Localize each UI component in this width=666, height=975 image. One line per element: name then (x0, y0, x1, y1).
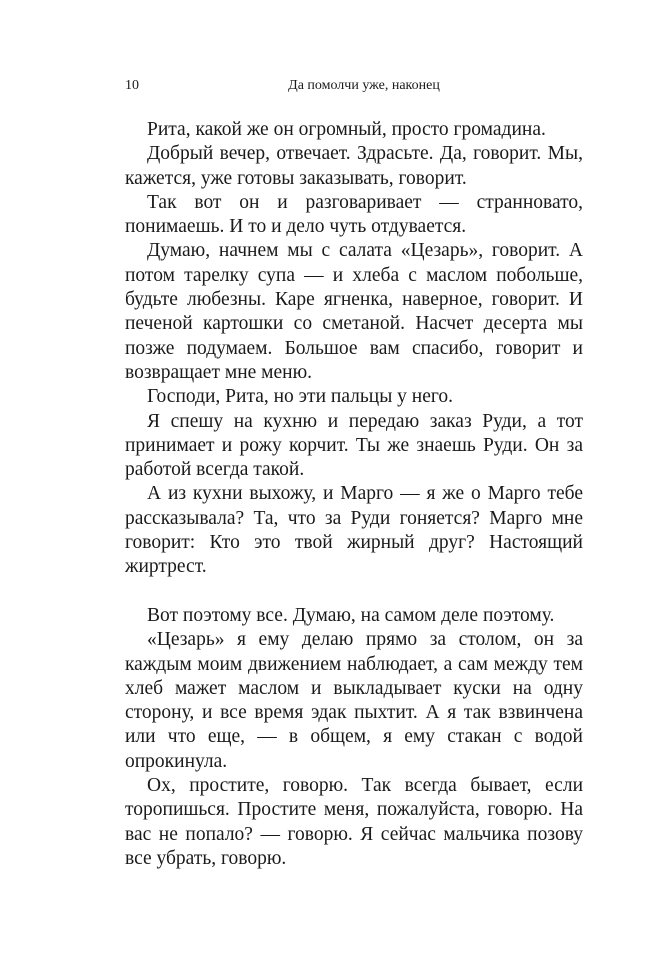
section-break (125, 580, 583, 604)
paragraph: Рита, какой же он огромный, просто громадина. (147, 119, 546, 140)
paragraph: Добрый вечер, отвечает. Здрасьте. Да, говорит. Мы, кажется, уже готовы заказывать, говорит. (125, 143, 583, 189)
running-title: Да помолчи уже, наконец (288, 78, 440, 93)
paragraph: Так вот он и разговаривает — странновато, понимаешь. И то и дело чуть отдувается. (125, 191, 583, 238)
paragraph: Ох, простите, говорю. Так всегда бывает, если торопишься. Простите меня, пожалуйста, говорю. На вас не попало? — говорю. Я сейчас мальчика позову все убрать, говорю. (125, 775, 583, 869)
paragraph: Я спешу на кухню и передаю заказ Руди, а тот принимает и рожу корчит. Ты же знаешь Руди. Он за работой всегда такой. (125, 410, 583, 481)
paragraph: Думаю, начнем мы с салата «Цезарь», говорит. А потом тарелку супа — и хлеба с маслом побольше, будьте любезны. Каре ягненка, наверное, говорит. И печеной картошки со сметаной. Насчет десерта мы позже подумаем. Большое вам спасибо, говорит и возвращает мне меню. (125, 240, 583, 383)
running-head (125, 76, 583, 96)
page-number: 10 (125, 78, 139, 93)
body-text (125, 118, 583, 871)
paragraph: Господи, Рита, но эти пальцы у него. (147, 386, 454, 408)
paragraph: Вот поэтому все. Думаю, на самом деле поэтому. (147, 604, 555, 626)
paragraph: А из кухни выхожу, и Марго — я же о Марго тебе рассказывала? Та, что за Руди гоняется? Марго мне говорит: Кто это твой жирный друг? Настоящий жиртрест. (125, 483, 583, 578)
paragraph: «Цезарь» я ему делаю прямо за столом, он за каждым моим движением наблюдает, а сам между тем хлеб мажет маслом и выкладывает куски на одну сторону, и все время эдак пыхтит. А я так взвинчена или что еще, — в общем, я ему стакан с водой опрокинула. (125, 629, 583, 772)
